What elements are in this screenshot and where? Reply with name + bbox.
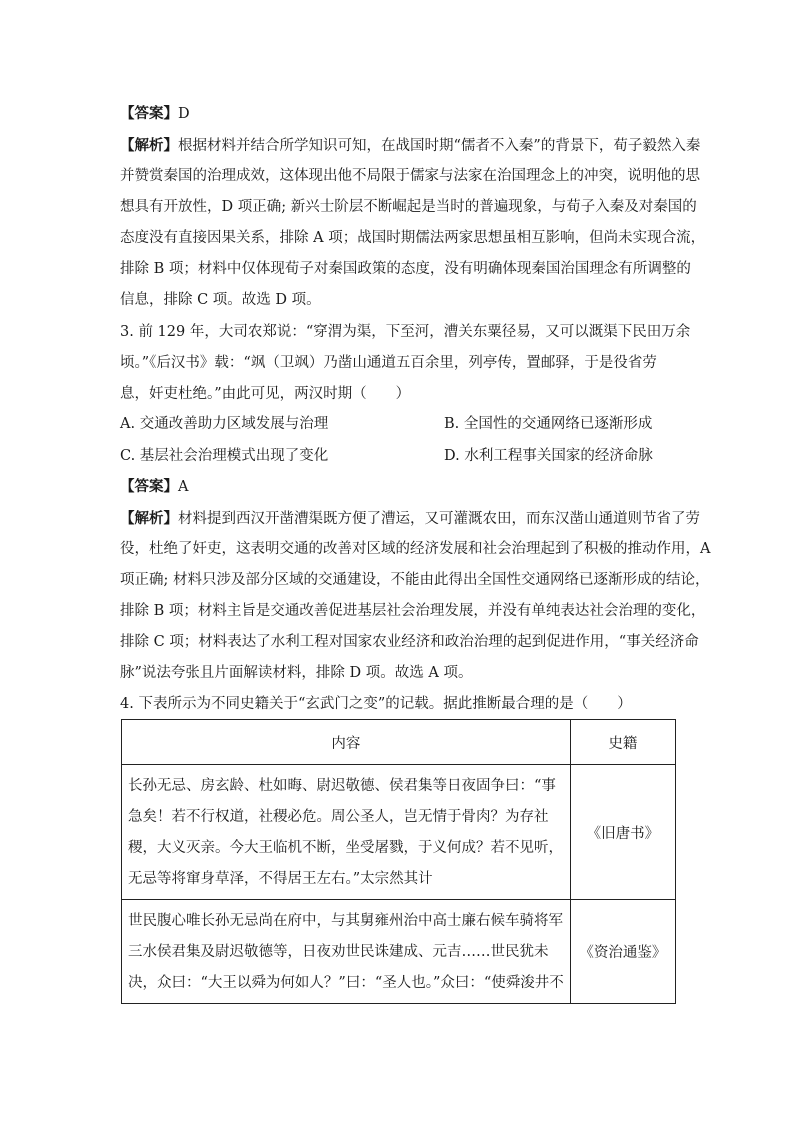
content-line: 三水侯君集及尉迟敬德等，日夜劝世民诛建成、元吉……世民犹未 (128, 944, 549, 960)
answer-value: D (178, 106, 190, 122)
analysis-line: 想具有开放性，D 项正确; 新兴士阶层不断崛起是当时的普遍现象，与荀子入秦及对秦国的 (120, 199, 697, 215)
answer-value: A (178, 479, 189, 495)
content-line: 稷，大义灭亲。今大王临机不断，坐受屠戮，于义何成？若不见听， (128, 840, 563, 856)
q4-stem: 4. 下表所示为不同史籍关于“玄武门之变”的记载。据此推断最合理的是（ ） (120, 696, 632, 712)
analysis-line: 材料提到西汉开凿漕渠既方便了漕运，又可灌溉农田，而东汉凿山通道则节省了劳 (178, 511, 700, 527)
q3-answer (120, 477, 188, 497)
analysis-line: 态度没有直接因果关系，排除 A 项；战国时期儒法两家思想虽相互影响，但尚未实现合流， (120, 230, 706, 246)
q2-answer (120, 104, 190, 124)
header-content: 内容 (122, 720, 571, 765)
q3-option-d: D. 水利工程事关国家的经济命脉 (444, 448, 653, 464)
row-content (122, 900, 571, 1004)
stem-line: 顷。”《后汉书》载：“飒（卫飒）乃凿山通道五百余里，列亭传，置邮驿，于是役省劳 (120, 355, 657, 371)
q3-analysis (120, 503, 711, 689)
content-line: 决，众曰：“大王以舜为何如人？”曰：“圣人也。”众曰：“使舜浚井不 (128, 975, 564, 991)
content-line: 长孙无忌、房玄龄、杜如晦、尉迟敬德、侯君集等日夜固争曰：“事 (128, 778, 556, 794)
analysis-line: 役，杜绝了奸吏，这表明交通的改善对区域的经济发展和社会治理起到了积极的推动作用，A (120, 541, 711, 557)
row-content (122, 765, 571, 900)
row-source: 《资治通鉴》 (570, 900, 675, 1004)
q3-option-b: B. 全国性的交通网络已逐渐形成 (444, 416, 653, 432)
header-source: 史籍 (570, 720, 675, 765)
analysis-line: 根据材料并结合所学知识可知，在战国时期“儒者不入秦”的背景下，荀子毅然入秦 (178, 138, 701, 154)
q3-option-a: A. 交通改善助力区域发展与治理 (120, 416, 329, 432)
q3-option-c: C. 基层社会治理模式出现了变化 (120, 448, 329, 464)
analysis-line: 排除 C 项；材料表达了水利工程对国家农业经济和政治治理的起到促进作用，“事关经济命 (120, 634, 699, 650)
answer-label: 【答案】 (120, 478, 178, 495)
content-line: 世民腹心唯长孙无忌尚在府中，与其舅雍州治中高士廉右候车骑将军 (128, 913, 563, 929)
analysis-line: 信息，排除 C 项。故选 D 项。 (120, 292, 321, 308)
row-source: 《旧唐书》 (570, 765, 675, 900)
analysis-line: 排除 B 项；材料主旨是交通改善促进基层社会治理发展，并没有单纯表达社会治理的变化， (120, 603, 706, 619)
answer-label: 【答案】 (120, 105, 178, 122)
history-table (121, 719, 676, 1004)
stem-line: 3. 前 129 年，大司农郑说：“穿渭为渠，下至河，漕关东粟径易，又可以溉渠下民田万余 (120, 324, 691, 340)
q3-stem (120, 317, 691, 410)
content-line: 无忌等将窜身草泽，不得居王左右。”太宗然其计 (128, 871, 433, 887)
analysis-line: 脉”说法夸张且片面解读材料，排除 D 项。故选 A 项。 (120, 665, 473, 681)
analysis-line: 排除 B 项；材料中仅体现荀子对秦国政策的态度，没有明确体现秦国治国理念有所调整的 (120, 261, 691, 277)
analysis-label: 【解析】 (120, 137, 178, 154)
q2-analysis (120, 130, 706, 316)
analysis-label: 【解析】 (120, 510, 178, 527)
table-row (122, 765, 676, 900)
stem-line: 息，奸吏杜绝。”由此可见，两汉时期（ ） (120, 386, 411, 402)
analysis-line: 项正确; 材料只涉及部分区域的交通建设，不能由此得出全国性交通网络已逐渐形成的结论， (120, 572, 710, 588)
table-row (122, 900, 676, 1004)
analysis-line: 并赞赏秦国的治理成效，这体现出他不局限于儒家与法家在治国理念上的冲突，说明他的思 (120, 168, 700, 184)
table-header-row (122, 720, 676, 765)
content-line: 急矣！若不行权道，社稷必危。周公圣人，岂无情于骨肉？为存社 (128, 809, 549, 825)
